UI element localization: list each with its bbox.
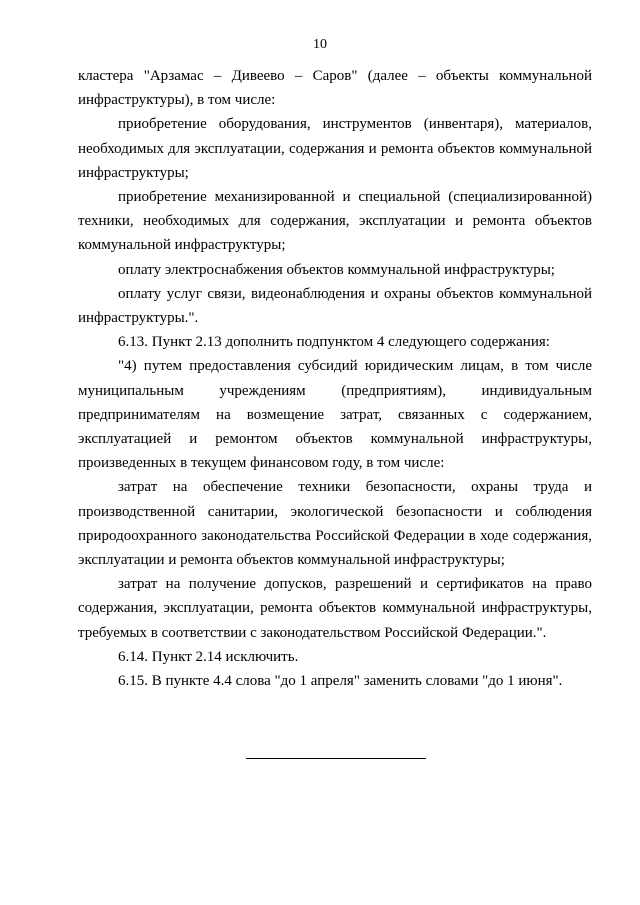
paragraph-machinery-purchase: приобретение механизированной и специальной (специализированной) техники, необходимых для содержания, эксплуатации и ремонта объектов коммунальной инфраструктуры; bbox=[78, 189, 592, 254]
paragraph-electricity-payment: оплату электроснабжения объектов коммунальной инфраструктуры; bbox=[118, 261, 555, 278]
page-number: 10 bbox=[313, 37, 327, 52]
closing-divider-line bbox=[246, 758, 426, 759]
paragraph-subsidies-recipients: муниципальным учреждениям (предприятиям), индивидуальным предпринимателям на возмещение затрат, связанных с содержанием, эксплуатацией и ремонтом объектов коммунальной инфраструктуры, произведенных в текущем финансовом году, в том числе: bbox=[78, 382, 592, 472]
paragraph-equipment-purchase: приобретение оборудования, инструментов (инвентаря), материалов, необходимых для эксплуатации, содержания и ремонта объектов коммунальной инфраструктуры; bbox=[78, 116, 592, 181]
paragraph-communication-services: оплату услуг связи, видеонаблюдения и охраны объектов коммунальной инфраструктуры.". bbox=[78, 285, 592, 327]
paragraph-item-6-15: 6.15. В пункте 4.4 слова "до 1 апреля" заменить словами "до 1 июня". bbox=[118, 673, 563, 690]
paragraph-continuation: кластера "Арзамас – Дивеево – Саров" (далее – объекты коммунальной инфраструктуры), в том числе: bbox=[78, 68, 592, 109]
paragraph-item-6-14: 6.14. Пункт 2.14 исключить. bbox=[118, 648, 299, 665]
paragraph-item-6-13: 6.13. Пункт 2.13 дополнить подпунктом 4 следующего содержания: bbox=[118, 334, 550, 351]
paragraph-subsidies-intro: "4) путем предоставления субсидий юридическим лицам, в том числе bbox=[118, 358, 592, 375]
paragraph-permits-costs: затрат на получение допусков, разрешений и сертификатов на право содержания, эксплуатации, ремонта объектов коммунальной инфраструктуры, требуемых в соответствии с законодательством Российской Федерации.". bbox=[78, 576, 592, 641]
paragraph-safety-costs: затрат на обеспечение техники безопасности, охраны труда и производственной санитарии, экологической безопасности и соблюдения природоохранного законодательства Российской Федерации в ходе содержания, эксплуатации и ремонта объектов коммунальной инфраструктуры; bbox=[78, 479, 592, 569]
document-body bbox=[78, 64, 592, 693]
